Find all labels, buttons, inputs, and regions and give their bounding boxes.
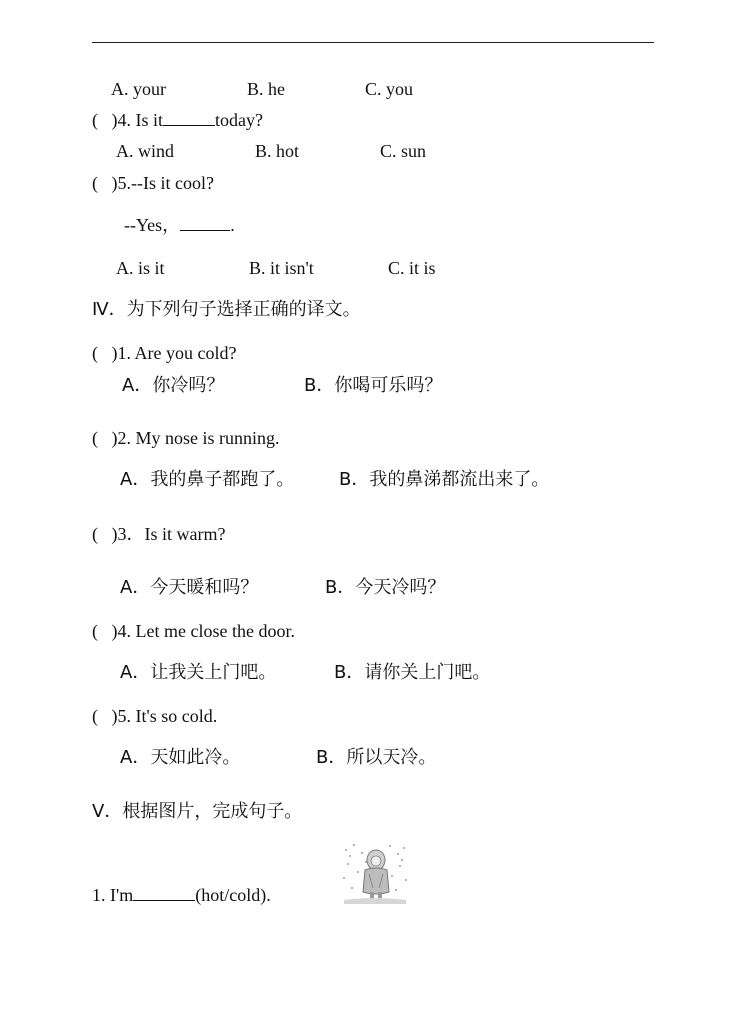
- answer-paren: (: [92, 621, 98, 641]
- section-5-question-1: [92, 884, 271, 906]
- q4-option-b: B. hot: [255, 141, 300, 161]
- translation-question-2: [92, 427, 280, 449]
- q4-option-a: A. wind: [116, 141, 174, 161]
- cold-person-snow-illustration: [340, 842, 410, 904]
- q3-option-c: C. you: [365, 79, 414, 99]
- q4-option-c: C. sun: [380, 141, 427, 161]
- translation-5-option-a: A．天如此冷。: [120, 747, 241, 768]
- question-suffix: (hot/cold).: [195, 885, 271, 905]
- translation-question-5: [92, 705, 217, 727]
- question-prefix: 1. I'm: [92, 885, 134, 905]
- question-5-answer-line: [124, 214, 235, 236]
- section-4-title: Ⅳ．为下列句子选择正确的译文。: [92, 299, 361, 320]
- section-5-title: Ⅴ．根据图片，完成句子。: [92, 801, 303, 822]
- translation-2-option-a: A．我的鼻子都跑了。: [120, 469, 295, 490]
- answer-paren: (: [92, 428, 98, 448]
- translation-question-1: [92, 342, 236, 364]
- question-4-tail: today?: [215, 110, 263, 130]
- answer-paren: (: [92, 706, 98, 726]
- translation-4-option-b: B．请你关上门吧。: [334, 662, 491, 683]
- q3-option-a: A. your: [111, 79, 166, 99]
- answer-paren: (: [92, 110, 98, 130]
- question-text: )4. Let me close the door.: [111, 621, 295, 641]
- translation-3-option-b: B．今天冷吗？: [325, 577, 446, 598]
- answer-suffix: .: [230, 215, 235, 235]
- answer-blank[interactable]: [180, 215, 230, 231]
- question-5: [92, 172, 214, 194]
- translation-2-option-b: B．我的鼻涕都流出来了。: [339, 469, 550, 490]
- translation-1-option-b: B．你喝可乐吗？: [304, 375, 443, 396]
- q5-option-a: A. is it: [116, 258, 165, 278]
- q5-option-c: C. it is: [388, 258, 436, 278]
- translation-5-option-b: B．所以天冷。: [316, 747, 437, 768]
- question-text: )3．Is it warm?: [111, 524, 226, 544]
- question-text: )5. It's so cold.: [111, 706, 218, 726]
- question-text: )1. Are you cold?: [111, 343, 237, 363]
- question-text: )2. My nose is running.: [111, 428, 280, 448]
- translation-3-option-a: A．今天暖和吗？: [120, 577, 259, 598]
- question-5-stem: )5.--Is it cool?: [111, 173, 214, 193]
- translation-4-option-a: A．让我关上门吧。: [120, 662, 277, 683]
- question-4: [92, 109, 263, 131]
- answer-paren: (: [92, 173, 98, 193]
- translation-question-4: [92, 620, 295, 642]
- translation-question-3: [92, 523, 225, 545]
- answer-prefix: --Yes，: [124, 215, 181, 235]
- answer-paren: (: [92, 524, 98, 544]
- q5-option-b: B. it isn't: [249, 258, 314, 278]
- question-4-stem: )4. Is it: [111, 110, 163, 130]
- answer-blank[interactable]: [133, 885, 195, 901]
- answer-blank[interactable]: [163, 110, 215, 126]
- q3-option-b: B. he: [247, 79, 285, 99]
- top-rule: [92, 42, 654, 43]
- translation-1-option-a: A．你冷吗？: [122, 375, 225, 396]
- answer-paren: (: [92, 343, 98, 363]
